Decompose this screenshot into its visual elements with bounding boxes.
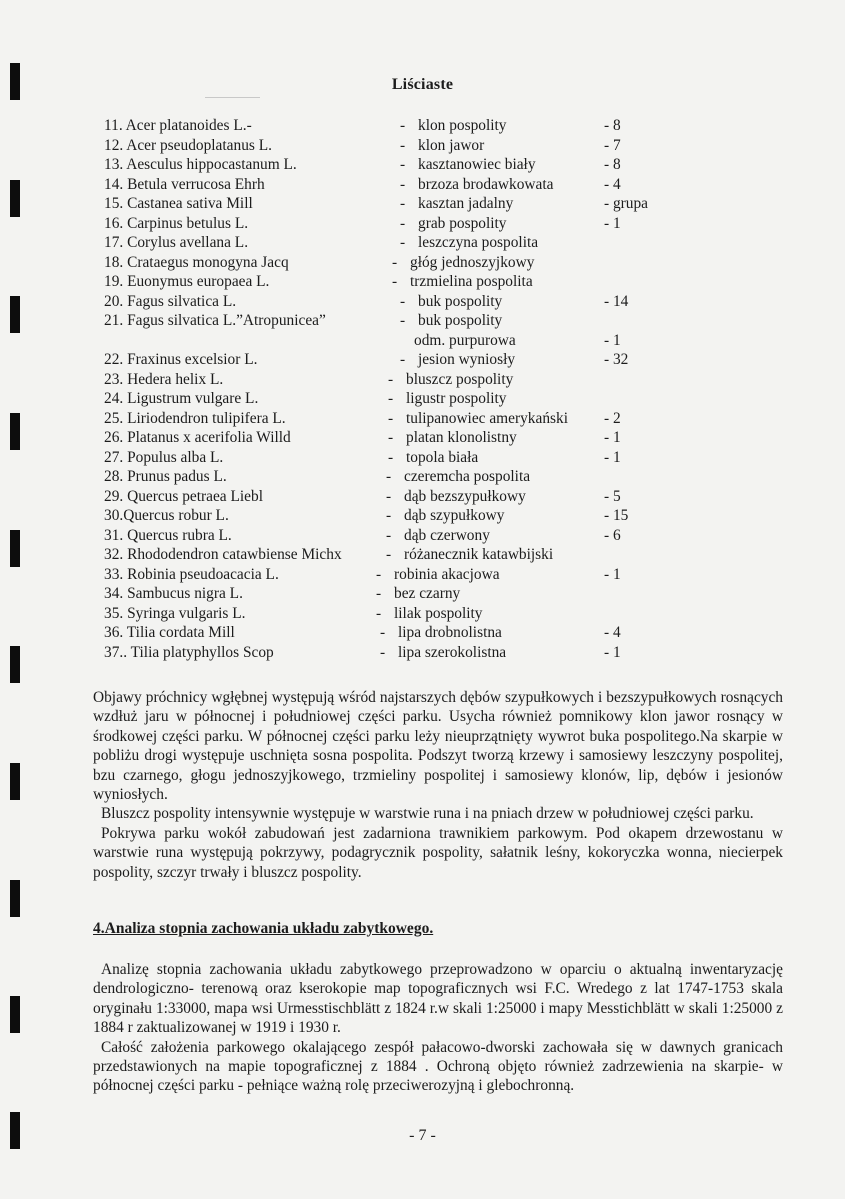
species-row: [104, 604, 824, 624]
latin-name: 34. Sambucus nigra L.: [104, 585, 243, 602]
polish-name: klon jawor: [418, 136, 485, 154]
polish-name: robinia akacjowa: [394, 565, 500, 583]
species-row: [104, 194, 824, 214]
paragraph: Analizę stopnia zachowania układu zabytkowego przeprowadzono w oparciu o aktualną inwentaryzację dendrologiczno- terenową oraz kserokopie map topograficznych wsi F.C. Wredego z lat 1747-1753 skala oryginału 1:33000, mapa wsi Urmesstischblätt z 1824 r.w skali 1:25000 i mapy Messtichblätt w skali 1:25000 z 1884 r zaktualizowanej w 1919 i 1930 r.: [93, 961, 783, 1037]
polish-name: kasztanowiec biały: [418, 156, 536, 173]
separator-dash: -: [400, 117, 406, 134]
tree-count: - 1: [604, 448, 621, 466]
separator-dash: -: [400, 312, 406, 329]
separator-dash: -: [400, 351, 406, 368]
separator-dash: -: [400, 292, 406, 310]
tree-count: - 6: [604, 526, 621, 544]
separator-dash: -: [380, 624, 386, 641]
species-row: [104, 350, 824, 370]
species-row: [104, 448, 824, 468]
latin-name: 32. Rhododendron catawbiense Michx: [104, 546, 342, 563]
separator-dash: -: [388, 448, 394, 466]
binder-punch-mark: [10, 530, 20, 567]
polish-name: różanecznik katawbijski: [404, 546, 554, 563]
species-row: [104, 331, 824, 351]
separator-dash: -: [386, 507, 392, 524]
species-row: [104, 506, 824, 526]
species-row: [104, 389, 824, 409]
species-row: [104, 155, 824, 175]
separator-dash: -: [376, 585, 382, 602]
paragraph: Objawy próchnicy wgłębnej występują wśród najstarszych dębów szypułkowych i bezszypułkowych rosnących wzdłuż jaru w północnej i południowej części parku. Usycha również pomnikowy klon jawor rosnący w środkowej części parku. W północnej części parku leży nieuprzątnięty wywrot buka pospolitego.Na skarpie w pobliżu drogi występuje uschnięta sosna pospolita. Podszyt tworzą krzewy i samosiewy leszczyny pospolitej, bzu czarnego, głogu jednoszyjkowego, trzmieliny pospolitej i samosiewy klonów, lip, dębów i jesionów wyniosłych.: [93, 689, 783, 804]
polish-name: buk pospolity: [418, 292, 503, 310]
species-row: [104, 409, 824, 429]
species-row: [104, 545, 824, 565]
separator-dash: -: [388, 429, 394, 446]
polish-name: lilak pospolity: [394, 604, 483, 622]
species-row: [104, 116, 824, 136]
species-row: [104, 214, 824, 234]
separator-dash: -: [386, 526, 392, 544]
page-title: Liściaste: [391, 76, 454, 93]
latin-name: 11. Acer platanoides L.-: [104, 117, 252, 134]
polish-name: trzmielina pospolita: [410, 273, 533, 290]
polish-name: kasztan jadalny: [418, 195, 514, 212]
species-row: [104, 467, 824, 487]
separator-dash: -: [400, 175, 406, 193]
species-row: [104, 643, 824, 663]
binder-punch-mark: [10, 180, 20, 217]
latin-name: 31. Quercus rubra L.: [104, 526, 232, 544]
tree-count: - 1: [604, 643, 621, 661]
tree-count: - 32: [604, 351, 629, 368]
polish-name: odm. purpurowa: [414, 331, 516, 349]
paragraph: Pokrywa parku wokół zabudowań jest zadarniona trawnikiem parkowym. Pod okapem drzewostanu w warstwie runa występują pokrzywy, podagrycznik pospolity, sałatnik leśny, kokoryczka wonna, niecierpek pospolity, szczyr trwały i bluszcz pospolity.: [93, 824, 783, 881]
species-row: [104, 565, 824, 585]
polish-name: klon pospolity: [418, 117, 507, 134]
tree-count: - 1: [604, 429, 621, 446]
separator-dash: -: [380, 643, 386, 661]
latin-name: 17. Corylus avellana L.: [104, 234, 249, 251]
latin-name: 16. Carpinus betulus L.: [104, 214, 249, 232]
latin-name: 29. Quercus petraea Liebl: [104, 487, 263, 505]
species-row: [104, 311, 824, 331]
binder-punch-mark: [10, 880, 20, 917]
latin-name: 33. Robinia pseudoacacia L.: [104, 565, 279, 583]
binder-punch-mark: [10, 413, 20, 450]
polish-name: głóg jednoszyjkowy: [410, 253, 535, 271]
separator-dash: -: [392, 273, 398, 290]
species-row: [104, 370, 824, 390]
binder-punch-mark: [10, 646, 20, 683]
tree-count: - 4: [604, 624, 621, 641]
latin-name: 13. Aesculus hippocastanum L.: [104, 156, 297, 173]
polish-name: buk pospolity: [418, 312, 503, 329]
separator-dash: -: [386, 487, 392, 505]
separator-dash: -: [376, 565, 382, 583]
binder-punch-mark: [10, 996, 20, 1033]
polish-name: platan klonolistny: [406, 429, 517, 446]
latin-name: 37.. Tilia platyphyllos Scop: [104, 643, 274, 661]
polish-name: ligustr pospolity: [406, 390, 507, 407]
separator-dash: -: [388, 390, 394, 407]
separator-dash: -: [386, 468, 392, 485]
tree-count: - 1: [604, 565, 621, 583]
separator-dash: -: [392, 253, 398, 271]
tree-count: - 15: [604, 507, 629, 524]
separator-dash: -: [388, 370, 394, 388]
species-row: [104, 428, 824, 448]
polish-name: lipa szerokolistna: [398, 643, 507, 661]
separator-dash: -: [386, 546, 392, 563]
separator-dash: -: [400, 214, 406, 232]
tree-count: - 8: [604, 156, 621, 173]
description-text: [93, 688, 783, 882]
analysis-text: [93, 960, 783, 1096]
polish-name: topola biała: [406, 448, 479, 466]
latin-name: 27. Populus alba L.: [104, 448, 224, 466]
species-row: [104, 136, 824, 156]
separator-dash: -: [388, 409, 394, 427]
species-row: [104, 623, 824, 643]
polish-name: bez czarny: [394, 585, 461, 602]
species-row: [104, 292, 824, 312]
species-row: [104, 487, 824, 507]
polish-name: dąb bezszypułkowy: [404, 487, 526, 505]
polish-name: grab pospolity: [418, 214, 507, 232]
tree-count: - 1: [604, 331, 621, 349]
polish-name: lipa drobnolistna: [398, 624, 502, 641]
separator-dash: -: [376, 604, 382, 622]
separator-dash: -: [400, 234, 406, 251]
polish-name: dąb czerwony: [404, 526, 490, 544]
paragraph: Bluszcz pospolity intensywnie występuje w warstwie runa i na pniach drzew w południowej części parku.: [101, 805, 754, 823]
species-row: [104, 272, 824, 292]
species-row: [104, 233, 824, 253]
tree-count: - 4: [604, 175, 621, 193]
polish-name: czeremcha pospolita: [404, 468, 531, 485]
tree-count: - 14: [604, 292, 629, 310]
binder-punch-mark: [10, 763, 20, 800]
species-row: [104, 526, 824, 546]
tree-count: - grupa: [604, 195, 649, 212]
latin-name: 23. Hedera helix L.: [104, 370, 224, 388]
latin-name: 36. Tilia cordata Mill: [104, 624, 235, 641]
tree-count: - 8: [604, 117, 621, 134]
latin-name: 30.Quercus robur L.: [104, 507, 229, 524]
polish-name: leszczyna pospolita: [418, 234, 539, 251]
tree-count: - 7: [604, 136, 621, 154]
latin-name: 35. Syringa vulgaris L.: [104, 604, 246, 622]
scan-artifact: [205, 97, 260, 98]
latin-name: 21. Fagus silvatica L.”Atropunicea”: [104, 312, 326, 329]
polish-name: tulipanowiec amerykański: [406, 409, 568, 427]
tree-count: - 2: [604, 409, 621, 427]
latin-name: 18. Crataegus monogyna Jacq: [104, 253, 289, 271]
latin-name: 28. Prunus padus L.: [104, 468, 227, 485]
species-row: [104, 584, 824, 604]
latin-name: 14. Betula verrucosa Ehrh: [104, 175, 265, 193]
paragraph: Całość założenia parkowego okalającego zespół pałacowo-dworski zachowała się w dawnych granicach przedstawionych na mapie topograficznej z 1884 . Ochroną objęto również zadrzewienia na skarpie- w północnej części parku - pełniące ważną rolę przeciwerozyjną i glebochronną.: [93, 1038, 783, 1095]
separator-dash: -: [400, 136, 406, 154]
binder-punch-mark: [10, 296, 20, 333]
polish-name: dąb szypułkowy: [404, 507, 505, 524]
species-list: [104, 116, 824, 662]
separator-dash: -: [400, 195, 406, 212]
species-row: [104, 253, 824, 273]
latin-name: 12. Acer pseudoplatanus L.: [104, 136, 272, 154]
latin-name: 22. Fraxinus excelsior L.: [104, 351, 258, 368]
tree-count: - 5: [604, 487, 621, 505]
latin-name: 15. Castanea sativa Mill: [104, 195, 253, 212]
separator-dash: -: [400, 156, 406, 173]
latin-name: 25. Liriodendron tulipifera L.: [104, 409, 286, 427]
polish-name: jesion wyniosły: [418, 351, 516, 368]
polish-name: brzoza brodawkowata: [418, 175, 554, 193]
tree-count: - 1: [604, 214, 621, 232]
latin-name: 19. Euonymus europaea L.: [104, 273, 270, 290]
latin-name: 26. Platanus x acerifolia Willd: [104, 429, 291, 446]
polish-name: bluszcz pospolity: [406, 370, 514, 388]
latin-name: 24. Ligustrum vulgare L.: [104, 390, 259, 407]
section-heading: 4.Analiza stopnia zachowania układu zabytkowego.: [93, 920, 434, 937]
page-number: - 7 -: [409, 1127, 436, 1144]
species-row: [104, 175, 824, 195]
latin-name: 20. Fagus silvatica L.: [104, 292, 237, 310]
